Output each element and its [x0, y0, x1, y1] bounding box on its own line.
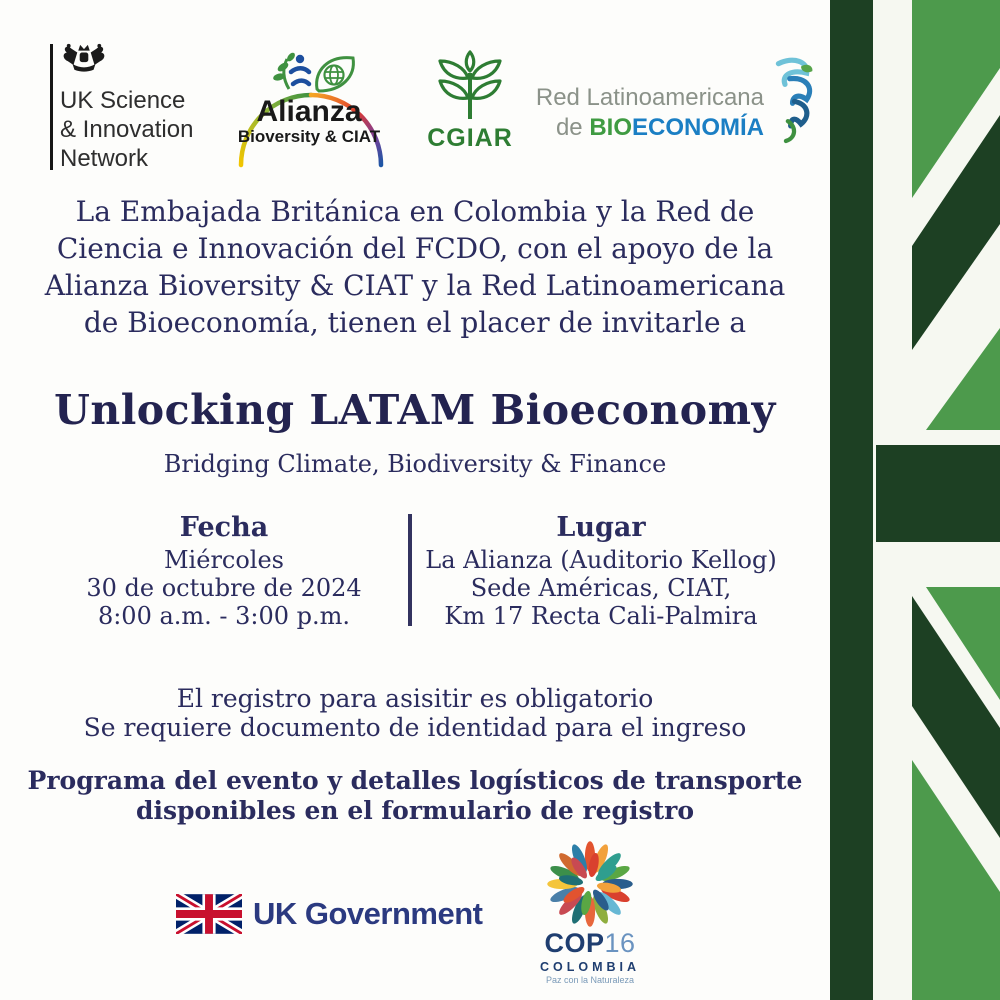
lugar-line: Km 17 Recta Cali-Palmira	[444, 602, 758, 630]
registration-line: El registro para asisitir es obligatorio	[176, 684, 654, 713]
registration-note	[0, 684, 830, 742]
cop16-logo	[520, 838, 660, 985]
event-subtitle: Bridging Climate, Biodiversity & Finance	[163, 450, 667, 478]
uksin-line-1: UK Science	[60, 87, 186, 114]
cop16-tagline: Paz con la Naturaleza	[545, 975, 635, 985]
alianza-bioversity-ciat-logo	[213, 45, 405, 173]
intro-line: La Embajada Británica en Colombia y la Red de	[75, 195, 755, 228]
union-jack-flag-icon	[176, 894, 242, 934]
uk-government-label: UK Government	[253, 896, 483, 931]
intro-line: Alianza Bioversity & CIAT y la Red Latinoamericana	[44, 269, 786, 302]
lugar-block	[412, 512, 790, 630]
green-union-jack-pattern	[830, 0, 1000, 1000]
cop16-flower-icon	[534, 838, 646, 930]
redlatam-line-1: Red Latinoamericana	[535, 84, 764, 111]
redlatam-de: de	[555, 114, 590, 141]
event-details	[40, 512, 790, 630]
cop16-sixteen: 16	[604, 928, 636, 958]
uksin-line-2: & Innovation	[60, 116, 194, 143]
intro-line: Ciencia e Innovación del FCDO, con el apoyo de la	[56, 232, 774, 265]
lugar-heading: Lugar	[556, 512, 646, 543]
latam-swirl-icon	[752, 52, 818, 146]
event-title: Unlocking LATAM Bioeconomy	[54, 386, 776, 434]
redlatam-line-2	[528, 114, 764, 142]
alianza-title: Alianza	[256, 95, 362, 128]
uk-government-logo	[176, 894, 482, 934]
royal-crest-icon	[59, 42, 109, 86]
redlatam-bio: BIO	[589, 114, 632, 141]
intro-paragraph	[0, 193, 830, 341]
lugar-line: La Alianza (Auditorio Kellog)	[425, 546, 777, 574]
program-line: disponibles en el formulario de registro	[135, 796, 695, 825]
ciat-leaf-globe-icon	[317, 58, 354, 91]
cop16-wordmark	[520, 928, 660, 959]
fecha-block	[40, 512, 408, 630]
alianza-subtitle: Bioversity & CIAT	[237, 127, 381, 146]
cgiar-wheat-icon	[435, 48, 505, 122]
logo-divider-bar	[50, 44, 53, 170]
cop16-country: COLOMBIA	[539, 960, 641, 974]
cgiar-label: CGIAR	[427, 124, 513, 152]
fecha-line: 30 de octubre de 2024	[86, 574, 362, 602]
uk-science-innovation-network-logo	[50, 42, 200, 176]
cop16-cop: COP	[544, 928, 605, 958]
lugar-line: Sede Américas, CIAT,	[470, 574, 732, 602]
redlatam-economia: ECONOMÍA	[632, 114, 764, 141]
fecha-heading: Fecha	[179, 512, 269, 543]
uksin-line-3: Network	[60, 145, 149, 172]
cgiar-logo	[424, 48, 516, 153]
bioversity-plant-icon	[272, 51, 309, 89]
red-latinoamericana-bioeconomia-logo	[528, 84, 764, 142]
intro-line: de Bioeconomía, tienen el placer de invitarle a	[83, 306, 747, 339]
fecha-line: Miércoles	[163, 546, 284, 574]
fecha-line: 8:00 a.m. - 3:00 p.m.	[97, 602, 351, 630]
program-note	[0, 766, 830, 826]
program-line: Programa del evento y detalles logísticos de transporte	[27, 766, 803, 795]
registration-line: Se requiere documento de identidad para el ingreso	[83, 713, 747, 742]
